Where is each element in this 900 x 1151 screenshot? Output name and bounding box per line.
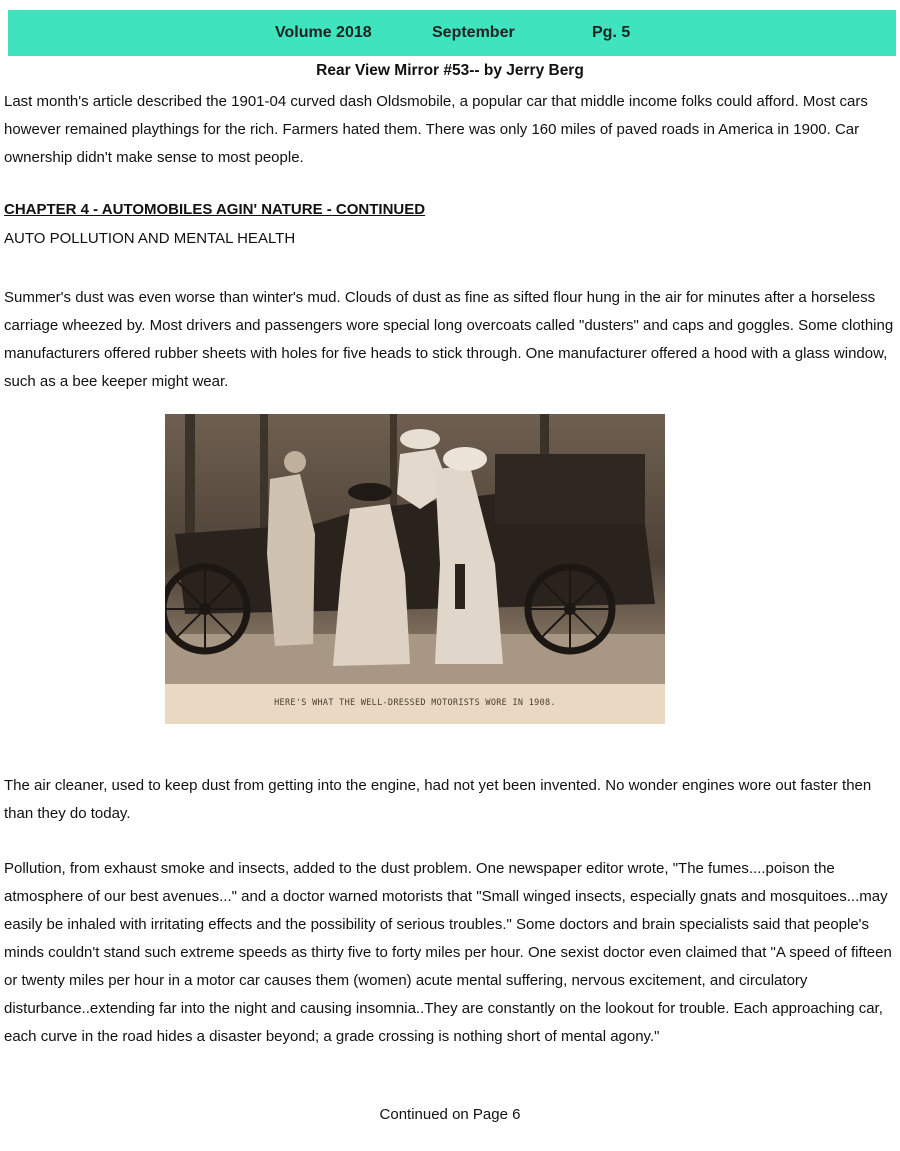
intro-paragraph: Last month's article described the 1901-04 curved dash Oldsmobile, a popular car that middle income folks could afford. Most cars however remained playthings for the rich. Farmers hated them. There was only 160 miles of paved roads in America in 1900. Car ownership didn't make sense to most people. bbox=[4, 93, 868, 166]
photo-caption: HERE'S WHAT THE WELL-DRESSED MOTORISTS WORE IN 1908. bbox=[274, 698, 556, 708]
dust-paragraph: Summer's dust was even worse than winter's mud. Clouds of dust as fine as sifted flour hung in the air for minutes after a horseless carriage wheezed by. Most drivers and passengers wore special long overcoats called "dusters" and caps and goggles. Some clothing manufacturers offered rubber sheets with holes for five heads to stick through. One manufacturer offered a hood with a glass window, such as a bee keeper might wear. bbox=[4, 289, 894, 390]
section-subheading: AUTO POLLUTION AND MENTAL HEALTH bbox=[4, 230, 296, 247]
pollution-paragraph: Pollution, from exhaust smoke and insects, added to the dust problem. One newspaper editor wrote, "The fumes....poison the atmosphere of our best avenues..." and a doctor warned motorists that "Small winged insects, especially gnats and mosquitoes...may easily be inhaled with irritating effects and the possibility of serious troubles." Some doctors and brain specialists said that people's minds couldn't stand such extreme speeds as thirty five to forty miles per hour. One sexist doctor even claimed that "A speed of fifteen or twenty miles per hour in a motor car causes them (women) acute mental suffering, nervous excitement, and circulatory disturbance..extending far into the night and causing insomnia..They are constantly on the lookout for trouble. Each approaching car, each curve in the road hides a disaster beyond; a grade crossing is nothing short of mental agony." bbox=[4, 860, 892, 1045]
volume-label: Volume 2018 bbox=[275, 24, 372, 41]
historic-motorists-photo bbox=[165, 414, 665, 724]
page-number: Pg. 5 bbox=[592, 24, 631, 41]
page-header bbox=[8, 10, 896, 56]
air-cleaner-paragraph: The air cleaner, used to keep dust from getting into the engine, had not yet been invented. No wonder engines wore out faster then than they do today. bbox=[4, 777, 872, 822]
month-label: September bbox=[432, 24, 515, 41]
article-title: Rear View Mirror #53-- by Jerry Berg bbox=[316, 62, 584, 79]
chapter-heading: CHAPTER 4 - AUTOMOBILES AGIN' NATURE - CONTINUED bbox=[4, 201, 426, 218]
continued-note: Continued on Page 6 bbox=[379, 1106, 521, 1123]
photo-image bbox=[165, 414, 665, 684]
